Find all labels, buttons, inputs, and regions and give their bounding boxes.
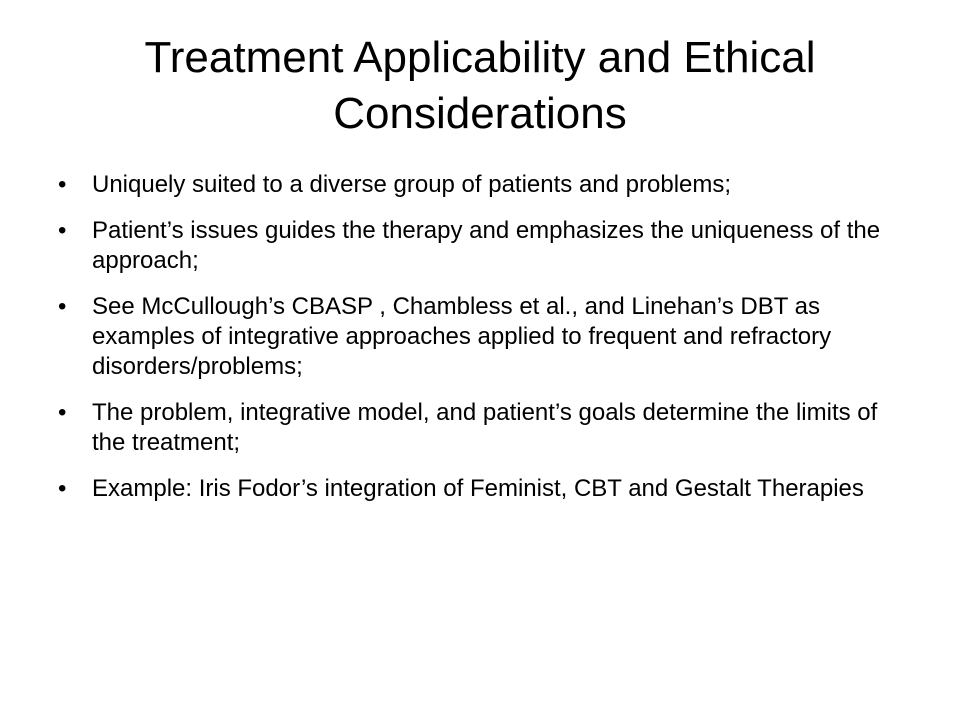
- bullet-text: Example: Iris Fodor’s integration of Feminist, CBT and Gestalt Therapies: [92, 475, 864, 502]
- slide-title-line-2: Considerations: [333, 89, 627, 138]
- bullet-text: Uniquely suited to a diverse group of patients and problems;: [92, 171, 732, 198]
- bullet-text: The problem, integrative model, and patient’s goals determine the limits of the treatment;: [92, 399, 878, 456]
- bullet-item: [56, 170, 896, 200]
- bullet-item: [56, 398, 896, 458]
- slide-title: [48, 30, 912, 142]
- bullet-dot-icon: •: [58, 399, 67, 426]
- bullet-dot-icon: •: [58, 217, 67, 244]
- bullet-item: [56, 474, 896, 504]
- bullet-list: [56, 170, 896, 520]
- slide-title-line-1: Treatment Applicability and Ethical: [144, 33, 816, 82]
- bullet-text: See McCullough’s CBASP , Chambless et al., and Linehan’s DBT as examples of integrative approaches applied to frequent and refractory disorders/problems;: [92, 293, 832, 380]
- bullet-dot-icon: •: [58, 475, 67, 502]
- bullet-item: [56, 292, 896, 382]
- bullet-dot-icon: •: [58, 293, 67, 320]
- bullet-item: [56, 216, 896, 276]
- bullet-text: Patient’s issues guides the therapy and emphasizes the uniqueness of the approach;: [92, 217, 881, 274]
- bullet-dot-icon: •: [58, 171, 67, 198]
